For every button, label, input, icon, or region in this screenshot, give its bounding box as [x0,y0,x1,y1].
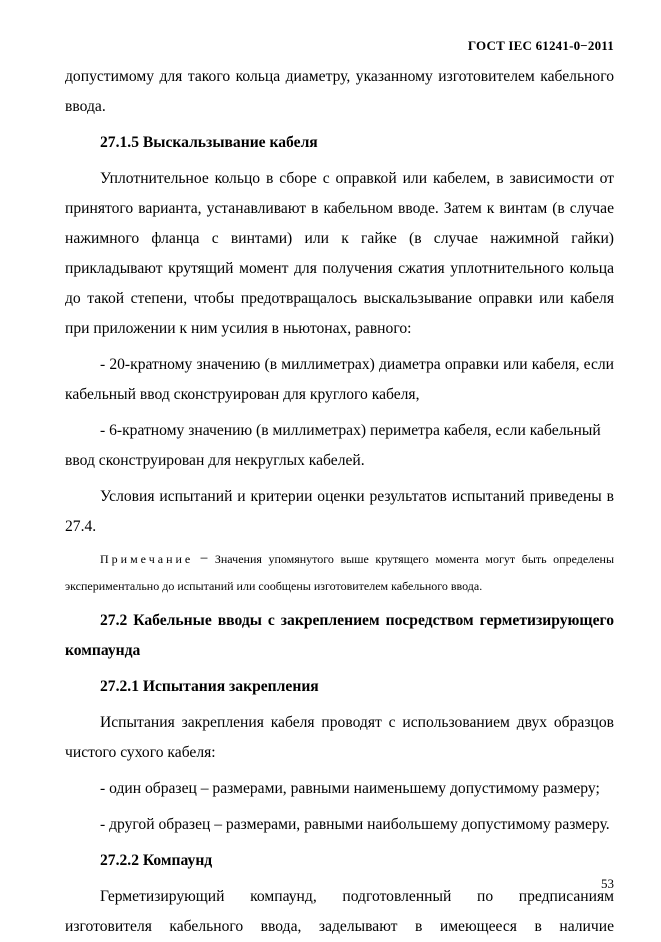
paragraph-continuation: допустимому для такого кольца диаметру, указанному изготовителем кабельного ввода. [65,68,614,115]
note-paragraph [65,546,614,600]
standard-header: ГОСТ IEC 61241-0−2011 [467,38,614,53]
paragraph-compound: Герметизирующий компаунд, подготовленный по предписаниям изготовителя кабельного ввода, заделывают в имеющееся в наличие [65,888,614,935]
paragraph-fixing-tests: Испытания закрепления кабеля проводят с использованием двух образцов чистого сухого кабеля: [65,714,614,761]
page-number: 53 [601,876,614,891]
list-item-round-cable: - 20-кратному значению (в миллиметрах) диаметра оправки или кабеля, если кабельный ввод сконструирован для круглого кабеля, [65,356,614,403]
page-content [65,62,614,942]
note-text: Значения упомянутого выше крутящего момента могут быть определены экспериментально до испытаний или сообщены изготовителем кабельного ввода. [65,552,615,593]
section-heading-27-2-1: 27.2.1 Испытания закрепления [100,678,319,695]
list-item-nonround-cable: - 6-кратному значению (в миллиметрах) периметра кабеля, если кабельный ввод сконструирован для некруглых кабелей. [65,422,601,469]
list-item-smallest-sample: - один образец – размерами, равными наименьшему допустимому размеру; [100,780,600,797]
section-heading-27-2: 27.2 Кабельные вводы с закреплением посредством герметизирующего компаунда [65,612,614,659]
paragraph-test-conditions: Условия испытаний и критерии оценки результатов испытаний приведены в 27.4. [65,488,614,535]
section-heading-27-1-5: 27.1.5 Выскальзывание кабеля [100,134,318,151]
section-heading-27-2-2: 27.2.2 Компаунд [100,852,213,869]
list-item-largest-sample: - другой образец – размерами, равными наибольшему допустимому размеру. [100,816,610,833]
note-dash: − [199,551,209,567]
paragraph-sealing-ring: Уплотнительное кольцо в сборе с оправкой или кабелем, в зависимости от принятого варианта, устанавливают в кабельном вводе. Затем к винтам (в случае нажимного фланца с винтами) или к гайке (в случае нажимной гайки) прикладывают крутящий момент для получения сжатия уплотнительного кольца до такой степени, чтобы предотвращалось выскальзывание оправки или кабеля при приложении к ним усилия в ньютонах, равного: [65,170,614,337]
note-label: Примечание [100,552,194,566]
